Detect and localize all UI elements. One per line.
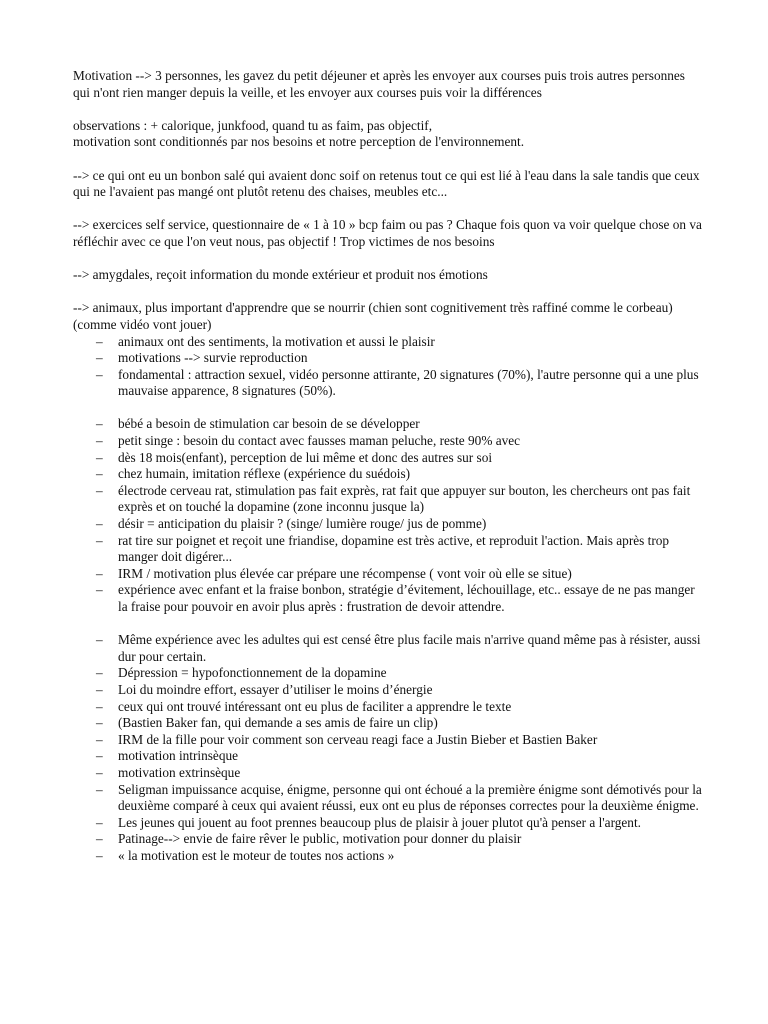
bullet-dash: – <box>96 814 103 830</box>
paragraph-intro: Motivation --> 3 personnes, les gavez du petit déjeuner et après les envoyer aux courses puis trois autres personnes qui n'ont rien manger depuis la veille, et les envoyer aux courses puis voir la différences <box>73 68 685 100</box>
list-item <box>73 732 703 749</box>
list-item <box>73 533 703 566</box>
list-item <box>73 416 703 433</box>
list-item <box>73 350 703 367</box>
bullet-dash: – <box>96 565 103 581</box>
list-item <box>73 848 703 865</box>
list-item-text: bébé a besoin de stimulation car besoin de se développer <box>118 416 420 432</box>
paragraph-exercices: --> exercices self service, questionnaire de « 1 à 10 » bcp faim ou pas ? Chaque fois quon va voir quelque chose on va réfléchir avec ce que l'on veut nous, pas objectif ! Trop victimes de nos besoins <box>73 217 702 249</box>
list-item <box>73 516 703 533</box>
paragraph-animaux: --> animaux, plus important d'apprendre que se nourrir (chien sont cognitivement très raffiné comme le corbeau) (comme vidéo vont jouer) <box>73 300 673 332</box>
bullet-dash: – <box>96 582 103 598</box>
list-item <box>73 831 703 848</box>
list-item-text: fondamental : attraction sexuel, vidéo personne attirante, 20 signatures (70%), l'autre personne qui a une plus mauvaise apparence, 8 signatures (50%). <box>118 366 699 399</box>
list-item <box>73 815 703 832</box>
bullet-dash: – <box>96 350 103 366</box>
list-item-text: Patinage--> envie de faire rêver le public, motivation pour donner du plaisir <box>118 831 522 847</box>
list-item-text: Loi du moindre effort, essayer d’utiliser le moins d’énergie <box>118 681 433 697</box>
list-item <box>73 765 703 782</box>
paragraph-bonbon-sale: --> ce qui ont eu un bonbon salé qui avaient donc soif on retenus tout ce qui est lié à l'eau dans la sale tandis que ceux qui ne l'avaient pas mangé ont plutôt retenu des chaises, meubles etc... <box>73 167 700 200</box>
list-item-text: IRM de la fille pour voir comment son cerveau reagi face a Justin Bieber et Bastien Baker <box>118 731 598 747</box>
observations-line-2: motivation sont conditionnés par nos besoins et notre perception de l'environnement. <box>73 134 525 150</box>
bullet-dash: – <box>96 781 103 797</box>
bullet-dash: – <box>96 532 103 548</box>
list-item-text: « la motivation est le moteur de toutes nos actions » <box>118 847 395 863</box>
bullet-dash: – <box>96 333 103 349</box>
list-item <box>73 466 703 483</box>
list-item-text: électrode cerveau rat, stimulation pas fait exprès, rat fait que appuyer sur bouton, les chercheurs ont pas fait exprès et on touché la dopamine (zone inconnu jusque la) <box>118 482 691 515</box>
bullet-dash: – <box>96 416 103 432</box>
list-item-text: expérience avec enfant et la fraise bonbon, stratégie d’évitement, léchouillage, etc.. essaye de ne pas manger la fraise pour pouvoir en avoir plus après : frustration de devoir attendre. <box>118 582 695 614</box>
list-item-text: rat tire sur poignet et reçoit une friandise, dopamine est très active, et reproduit l'action. Mais après trop manger doit digérer... <box>118 532 670 565</box>
bullet-dash: – <box>96 482 103 498</box>
paragraph-amygdales: --> amygdales, reçoit information du monde extérieur et produit nos émotions <box>73 267 488 283</box>
list-item <box>73 715 703 732</box>
bullet-dash: – <box>96 516 103 532</box>
list-item <box>73 367 703 400</box>
bullet-dash: – <box>96 764 103 780</box>
list-item-text: motivation intrinsèque <box>118 748 239 764</box>
observations-line-1: observations : + calorique, junkfood, quand tu as faim, pas objectif, <box>73 117 433 133</box>
document-page <box>73 68 703 881</box>
bullet-dash: – <box>96 632 103 648</box>
list-item <box>73 450 703 467</box>
bullet-dash: – <box>96 698 103 714</box>
list-item-text: motivation extrinsèque <box>118 764 241 780</box>
bullet-list-1 <box>73 334 703 400</box>
bullet-dash: – <box>96 433 103 449</box>
list-item-text: animaux ont des sentiments, la motivation et aussi le plaisir <box>118 333 435 349</box>
list-item-text: motivations --> survie reproduction <box>118 350 308 366</box>
list-item-text: chez humain, imitation réflexe (expérience du suédois) <box>118 466 411 482</box>
list-item-text: dès 18 mois(enfant), perception de lui même et donc des autres sur soi <box>118 449 493 465</box>
bullet-dash: – <box>96 366 103 382</box>
bullet-list-3 <box>73 632 703 864</box>
list-item <box>73 566 703 583</box>
paragraph-observations <box>73 118 703 151</box>
list-item <box>73 699 703 716</box>
bullet-dash: – <box>96 748 103 764</box>
bullet-dash: – <box>96 681 103 697</box>
list-item-text: IRM / motivation plus élevée car prépare une récompense ( vont voir où elle se situe) <box>118 565 572 581</box>
list-item-text: ceux qui ont trouvé intéressant ont eu plus de faciliter a apprendre le texte <box>118 698 512 714</box>
list-item-text: Seligman impuissance acquise, énigme, personne qui ont échoué a la première énigme sont démotivés pour la deuxième comparé à ceux qui avaient réussi, eux ont eu plus de réponses correctes pour la deuxième énigme. <box>118 781 702 814</box>
bullet-dash: – <box>96 831 103 847</box>
list-item <box>73 782 703 815</box>
list-item <box>73 582 703 615</box>
list-item <box>73 665 703 682</box>
list-item <box>73 483 703 516</box>
list-item-text: Les jeunes qui jouent au foot prennes beaucoup plus de plaisir à jouer plutot qu'à penser a l'argent. <box>118 814 641 830</box>
list-item <box>73 632 703 665</box>
bullet-dash: – <box>96 715 103 731</box>
bullet-dash: – <box>96 449 103 465</box>
list-item <box>73 433 703 450</box>
bullet-dash: – <box>96 731 103 747</box>
list-item-text: (Bastien Baker fan, qui demande a ses amis de faire un clip) <box>118 715 438 731</box>
bullet-dash: – <box>96 847 103 863</box>
list-item-text: désir = anticipation du plaisir ? (singe/ lumière rouge/ jus de pomme) <box>118 516 487 532</box>
bullet-dash: – <box>96 665 103 681</box>
bullet-list-2 <box>73 416 703 615</box>
list-item-text: petit singe : besoin du contact avec fausses maman peluche, reste 90% avec <box>118 433 521 449</box>
list-item-text: Même expérience avec les adultes qui est censé être plus facile mais n'arrive quand même pas à résister, aussi dur pour certain. <box>118 632 701 664</box>
list-item <box>73 334 703 351</box>
list-item <box>73 682 703 699</box>
list-item-text: Dépression = hypofonctionnement de la dopamine <box>118 665 387 681</box>
bullet-dash: – <box>96 466 103 482</box>
list-item <box>73 748 703 765</box>
